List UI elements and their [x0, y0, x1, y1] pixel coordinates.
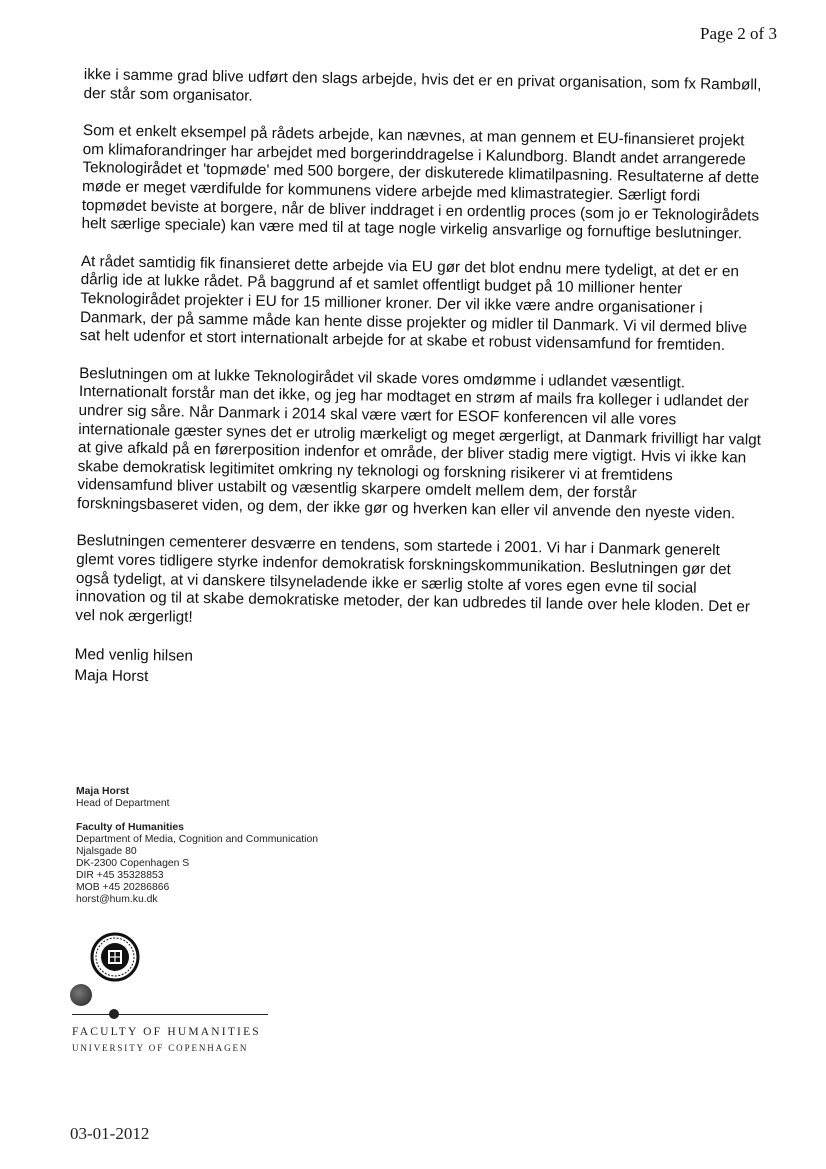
seal-icon — [90, 932, 140, 982]
sig-faculty: Faculty of Humanities — [76, 822, 184, 833]
sig-name: Maja Horst — [76, 786, 130, 797]
logo-rule — [72, 1014, 268, 1015]
letter-body — [74, 66, 768, 697]
signature-block — [76, 786, 318, 906]
rule-knob-icon — [109, 1009, 119, 1019]
paragraph-5: Beslutningen cementerer desværre en tendens, som startede i 2001. Vi har i Danmark generelt glemt vores tidligere styrke indenfor demokratisk forskningskommunikation. Beslutningen gør det også tydeligt, at vi danskere tilsyneladende ikke er særlig stolte af vores egen evne til social innovation og til at skabe demokratiske metoder, der kan udbredes til lande over hele kloden. Det er vel nok ærgerligt! — [75, 532, 751, 626]
paragraph-1: ikke i samme grad blive udført den slags arbejde, hvis det er en privat organisation, som fx Rambøll, der står som organisator. — [83, 66, 762, 105]
paragraph-4: Beslutningen om at lukke Teknologirådet vil skade vores omdømme i udlandet væsentligt. Internationalt forstår man det ikke, og jeg har modtaget en strøm af mails fra kolleger i udlandet der undrer sig såre. Når Danmark i 2014 skal være vært for ESOF konferencen vil alle vores internationale gæster synes det er utrolig mærkeligt og meget ærgerligt, at Danmark frivilligt har valgt at give afkald på en førerposition indenfor et område, der bliver stadig mere vigtigt. Hvis vi ikke kan skabe demokratisk legitimitet omkring ny teknologi og forskning risikerer vi at fremtidens vidensamfund bliver ustabilt og væsentlig skarpere omdelt mellem dem, der forstår forskningsbaseret viden, og dem, der ikke gør og hverken kan eller vil anvende den nyeste viden. — [76, 364, 762, 523]
logo-faculty-line: FACULTY OF HUMANITIES — [72, 1026, 261, 1038]
sig-mobile-phone: MOB +45 20286866 — [76, 882, 170, 893]
closing — [74, 644, 759, 697]
page-number: Page 2 of 3 — [700, 24, 777, 43]
paragraph-3: At rådet samtidig fik finansieret dette arbejde via EU gør det blot endnu mere tydeligt, at det er en dårlig ide at lukke rådet. På baggrund af et samlet offentligt budget på 10 millioner henter Teknologirådet projekter i EU for 15 millioner kroner. Der vil ikke være andre organisationer i Danmark, der på samme måde kan hente disse projekter og midler til Danmark. Vi vil dermed blive sat helt udenfor et stort internationalt arbejde for at skabe et robust vidensamfund for fremtiden. — [79, 252, 748, 355]
paragraph-2: Som et enkelt eksempel på rådets arbejde, kan nævnes, at man gennem et EU-finansieret projekt om klimaforandringer har arbejdet med borgerinddragelse i Kalundborg. Blandt andet arrangerede Teknologirådet et 'topmøde' med 500 borgere, der diskuterede klimatilpasning. Resultaterne af dette møde er meget værdifulde for kommunens videre arbejde med klimastrategier. Særligt fordi topmødet beviste at borgere, når de bliver inddraget i en ordentlig proces (som jo er Teknologirådets helt særlige speciale) kan være med til at tage nogle virkelig ansvarlige og fornuftige beslutninger. — [81, 122, 760, 243]
sig-title: Head of Department — [76, 798, 170, 809]
university-logo — [66, 930, 306, 1060]
logo-university-line: UNIVERSITY OF COPENHAGEN — [72, 1043, 249, 1053]
closing-signer: Maja Horst — [74, 667, 149, 686]
footer-date: 03-01-2012 — [70, 1124, 150, 1143]
sig-city: DK-2300 Copenhagen S — [76, 858, 190, 869]
sig-street: Njalsgade 80 — [76, 846, 137, 857]
globe-icon — [70, 984, 92, 1006]
sig-dir-phone: DIR +45 35328853 — [76, 870, 164, 881]
closing-greeting: Med venlig hilsen — [74, 646, 194, 666]
sig-email: horst@hum.ku.dk — [76, 894, 158, 905]
sig-department: Department of Media, Cognition and Communication — [76, 834, 318, 845]
